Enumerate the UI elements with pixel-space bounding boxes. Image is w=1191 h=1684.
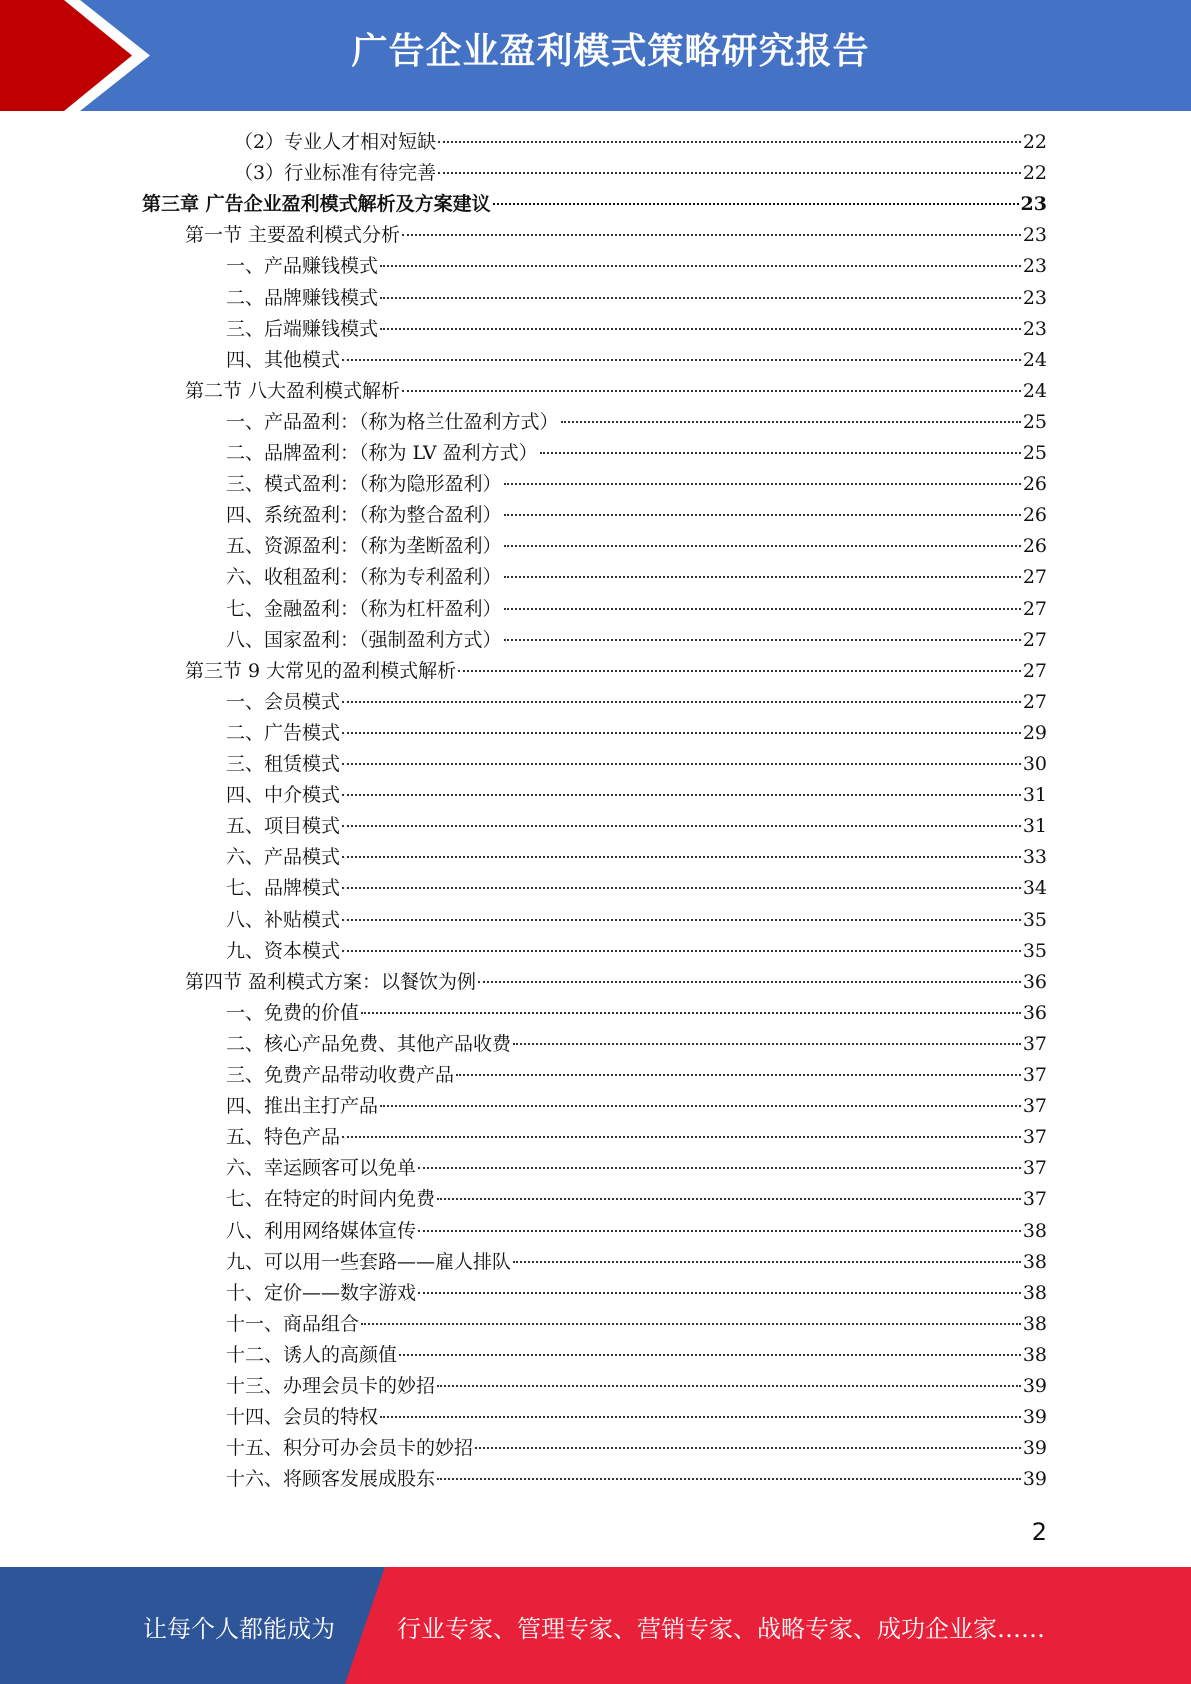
toc-entry-page: 37 <box>1022 1095 1047 1118</box>
toc-entry-page: 24 <box>1022 379 1047 402</box>
toc-entry-label: 十、定价——数字游戏 <box>226 1281 417 1304</box>
report-title: 广告企业盈利模式策略研究报告 <box>351 31 870 72</box>
toc-dot-leader <box>504 514 1021 516</box>
toc-dot-leader <box>399 1354 1021 1356</box>
toc-dot-leader <box>342 794 1021 796</box>
toc-entry[interactable] <box>185 376 1047 407</box>
toc-entry[interactable] <box>226 873 1047 904</box>
toc-dot-leader <box>438 141 1021 143</box>
toc-dot-leader <box>475 1447 1021 1449</box>
toc-dot-leader <box>438 172 1021 174</box>
toc-entry-label: 一、免费的价值 <box>226 1001 360 1024</box>
toc-entry-label: 第三章 广告企业盈利模式解析及方案建议 <box>142 193 491 216</box>
toc-dot-leader <box>513 1043 1021 1045</box>
toc-entry[interactable] <box>226 905 1047 936</box>
toc-entry-label: 第三节 9 大常见的盈利模式解析 <box>185 659 457 682</box>
toc-entry[interactable] <box>226 314 1047 345</box>
toc-entry[interactable] <box>185 656 1047 687</box>
toc-entry-label: 五、特色产品 <box>226 1126 341 1149</box>
toc-entry-page: 23 <box>1022 255 1047 278</box>
page-number: 2 <box>1031 1518 1047 1546</box>
toc-entry[interactable] <box>226 625 1047 656</box>
toc-entry-label: 七、品牌模式 <box>226 877 341 900</box>
toc-dot-leader <box>380 297 1021 299</box>
toc-entry-page: 24 <box>1022 348 1047 371</box>
toc-entry-label: 十六、将顾客发展成股东 <box>226 1468 436 1491</box>
toc-entry-label: （2）专业人才相对短缺 <box>234 131 437 153</box>
toc-entry[interactable] <box>226 749 1047 780</box>
toc-entry-page: 31 <box>1022 784 1047 807</box>
toc-entry[interactable] <box>226 1278 1047 1309</box>
toc-entry[interactable] <box>226 1247 1047 1278</box>
footer-slogan-left: 让每个人都能成为 <box>143 1615 335 1643</box>
toc-entry-label: 二、广告模式 <box>226 721 341 744</box>
toc-entry-label: 六、收租盈利：（称为专利盈利） <box>226 566 502 589</box>
toc-entry-page: 27 <box>1022 597 1047 620</box>
toc-entry-label: 二、品牌盈利：（称为 LV 盈利方式） <box>226 442 538 464</box>
toc-entry-page: 26 <box>1022 535 1047 558</box>
toc-dot-leader <box>380 265 1021 267</box>
toc-entry[interactable] <box>226 998 1047 1029</box>
toc-dot-leader <box>437 1198 1021 1200</box>
toc-entry[interactable] <box>226 1309 1047 1340</box>
toc-entry[interactable] <box>226 407 1047 438</box>
toc-dot-leader <box>342 701 1021 703</box>
toc-entry-page: 27 <box>1022 628 1047 651</box>
toc-entry-label: 八、补贴模式 <box>226 908 341 931</box>
toc-entry-label: 十五、积分可办会员卡的妙招 <box>226 1437 474 1460</box>
toc-dot-leader <box>504 608 1021 610</box>
toc-entry[interactable] <box>226 842 1047 873</box>
toc-entry-label: 九、资本模式 <box>226 939 341 962</box>
toc-entry-page: 33 <box>1022 846 1047 869</box>
toc-entry[interactable] <box>226 1060 1047 1091</box>
toc-entry[interactable] <box>226 594 1047 625</box>
toc-dot-leader <box>456 1074 1021 1076</box>
toc-dot-leader <box>342 732 1021 734</box>
toc-entry-page: 23 <box>1022 317 1047 340</box>
toc-entry[interactable] <box>226 1153 1047 1184</box>
toc-entry[interactable] <box>226 1216 1047 1247</box>
toc-entry-page: 36 <box>1022 970 1047 993</box>
toc-entry-label: 四、推出主打产品 <box>226 1095 379 1118</box>
toc-entry-page: 39 <box>1022 1375 1047 1397</box>
toc-entry-label: 一、产品赚钱模式 <box>226 255 379 278</box>
toc-entry-page: 37 <box>1022 1064 1047 1086</box>
toc-dot-leader <box>418 1167 1021 1169</box>
toc-entry-page: 35 <box>1022 939 1047 962</box>
toc-entry-page: 23 <box>1020 193 1047 216</box>
toc-dot-leader <box>361 1323 1021 1325</box>
toc-entry-page: 27 <box>1022 566 1047 589</box>
toc-entry-page: 38 <box>1022 1250 1047 1273</box>
toc-entry-page: 26 <box>1022 473 1047 496</box>
toc-entry-page: 26 <box>1022 504 1047 527</box>
toc-entry-label: 七、在特定的时间内免费 <box>226 1188 436 1211</box>
toc-entry[interactable] <box>142 189 1047 220</box>
toc-dot-leader <box>361 1012 1021 1014</box>
toc-entry-page: 37 <box>1022 1126 1047 1149</box>
toc-entry-page: 39 <box>1022 1437 1047 1460</box>
toc-entry[interactable] <box>226 251 1047 282</box>
toc-entry[interactable] <box>226 780 1047 811</box>
toc-dot-leader <box>458 670 1021 672</box>
toc-entry-page: 22 <box>1022 131 1047 153</box>
toc-entry-page: 37 <box>1022 1032 1047 1055</box>
toc-dot-leader <box>402 390 1021 392</box>
toc-entry-page: 27 <box>1022 690 1047 713</box>
toc-entry-label: 七、金融盈利：（称为杠杆盈利） <box>226 597 502 620</box>
toc-entry-page: 35 <box>1022 908 1047 931</box>
toc-entry-label: 第四节 盈利模式方案：以餐饮为例 <box>185 970 477 993</box>
toc-dot-leader <box>380 328 1021 330</box>
toc-entry-page: 38 <box>1022 1312 1047 1335</box>
toc-entry[interactable] <box>226 1433 1047 1464</box>
toc-entry[interactable] <box>234 127 1047 158</box>
header-banner <box>0 0 1191 111</box>
toc-entry-label: 十一、商品组合 <box>226 1312 360 1335</box>
toc-entry-label: （3）行业标准有待完善 <box>234 162 437 185</box>
toc-dot-leader <box>342 887 1021 889</box>
toc-entry-page: 29 <box>1022 721 1047 744</box>
toc-entry-label: 四、系统盈利：（称为整合盈利） <box>226 504 502 527</box>
toc-entry-label: 四、其他模式 <box>226 348 341 371</box>
footer-slogan-right: 行业专家、管理专家、营销专家、战略专家、成功企业家…… <box>397 1615 1045 1643</box>
toc-dot-leader <box>437 1385 1021 1387</box>
toc-dot-leader <box>342 1136 1021 1138</box>
toc-dot-leader <box>493 203 1019 205</box>
toc-dot-leader <box>342 919 1021 921</box>
toc-entry-page: 30 <box>1022 753 1047 775</box>
toc-entry-page: 23 <box>1022 224 1047 247</box>
toc-dot-leader <box>418 1230 1021 1232</box>
toc-entry-page: 22 <box>1022 162 1047 185</box>
toc-dot-leader <box>342 825 1021 827</box>
toc-entry-page: 25 <box>1022 410 1047 433</box>
toc-entry[interactable] <box>226 1402 1047 1433</box>
toc-dot-leader <box>504 483 1021 485</box>
toc-entry-label: 四、中介模式 <box>226 784 341 807</box>
toc-entry[interactable] <box>226 687 1047 718</box>
toc-entry[interactable] <box>226 1340 1047 1371</box>
toc-dot-leader <box>540 452 1021 454</box>
toc-dot-leader <box>342 950 1021 952</box>
toc-entry[interactable] <box>226 500 1047 531</box>
toc-entry-label: 五、项目模式 <box>226 815 341 838</box>
toc-entry-label: 八、利用网络媒体宣传 <box>226 1219 417 1242</box>
toc-dot-leader <box>504 639 1021 641</box>
toc-entry-label: 八、国家盈利：（强制盈利方式） <box>226 628 502 651</box>
toc-entry-page: 39 <box>1022 1468 1047 1491</box>
toc-entry[interactable] <box>226 718 1047 749</box>
toc-entry[interactable] <box>226 469 1047 500</box>
toc-entry-page: 39 <box>1022 1406 1047 1429</box>
toc-entry-label: 第二节 八大盈利模式解析 <box>185 379 401 402</box>
toc-entry-label: 三、模式盈利：（称为隐形盈利） <box>226 473 502 496</box>
toc-entry[interactable] <box>185 967 1047 998</box>
toc-dot-leader <box>561 421 1021 423</box>
toc-entry[interactable] <box>226 345 1047 376</box>
toc-entry-label: 二、核心产品免费、其他产品收费 <box>226 1032 512 1055</box>
toc-entry[interactable] <box>226 1029 1047 1060</box>
toc-entry-page: 38 <box>1022 1219 1047 1242</box>
toc-entry[interactable] <box>226 1122 1047 1153</box>
footer-banner <box>0 1567 1191 1684</box>
toc-entry-label: 三、免费产品带动收费产品 <box>226 1064 455 1086</box>
toc-dot-leader <box>402 234 1021 236</box>
toc-entry[interactable] <box>226 562 1047 593</box>
toc-entry-page: 34 <box>1022 877 1047 900</box>
toc-entry-page: 38 <box>1022 1343 1047 1366</box>
toc-entry[interactable] <box>226 811 1047 842</box>
toc-dot-leader <box>504 545 1021 547</box>
toc-entry-label: 十四、会员的特权 <box>226 1406 379 1429</box>
toc-dot-leader <box>342 359 1021 361</box>
toc-entry-label: 十三、办理会员卡的妙招 <box>226 1375 436 1397</box>
toc-entry-page: 37 <box>1022 1188 1047 1211</box>
toc-dot-leader <box>418 1292 1021 1294</box>
toc-entry-label: 一、产品盈利：（称为格兰仕盈利方式） <box>226 410 559 433</box>
toc-entry-label: 六、幸运顾客可以免单 <box>226 1157 417 1180</box>
toc-entry[interactable] <box>226 1371 1047 1402</box>
toc-entry-label: 第一节 主要盈利模式分析 <box>185 224 401 247</box>
toc-dot-leader <box>513 1261 1021 1263</box>
toc-entry-label: 三、租赁模式 <box>226 753 341 775</box>
toc-entry-label: 三、后端赚钱模式 <box>226 317 379 340</box>
toc-entry[interactable] <box>226 531 1047 562</box>
toc-entry-page: 27 <box>1022 659 1047 682</box>
toc-entry-page: 38 <box>1022 1281 1047 1304</box>
toc-entry-label: 九、可以用一些套路——雇人排队 <box>226 1250 512 1273</box>
toc-entry-page: 36 <box>1022 1001 1047 1024</box>
toc-dot-leader <box>342 856 1021 858</box>
toc-entry-label: 十二、诱人的高颜值 <box>226 1343 398 1366</box>
toc-entry-label: 一、会员模式 <box>226 690 341 713</box>
toc-entry[interactable] <box>226 1091 1047 1122</box>
toc-entry-page: 37 <box>1022 1157 1047 1180</box>
toc-entry[interactable] <box>226 1184 1047 1215</box>
toc-dot-leader <box>478 981 1021 983</box>
toc-entry[interactable] <box>226 936 1047 967</box>
toc-dot-leader <box>380 1105 1021 1107</box>
toc-entry[interactable] <box>185 220 1047 251</box>
toc-entry[interactable] <box>234 158 1047 189</box>
toc-entry-label: 二、品牌赚钱模式 <box>226 286 379 309</box>
toc-dot-leader <box>342 763 1021 765</box>
toc-dot-leader <box>437 1478 1021 1480</box>
toc-entry[interactable] <box>226 1464 1047 1495</box>
toc-dot-leader <box>504 576 1021 578</box>
toc-entry-label: 六、产品模式 <box>226 846 341 869</box>
toc-entry-label: 五、资源盈利：（称为垄断盈利） <box>226 535 502 558</box>
toc-entry-page: 25 <box>1022 442 1047 464</box>
toc-entry[interactable] <box>226 438 1047 469</box>
toc-entry[interactable] <box>226 283 1047 314</box>
toc-entry-page: 31 <box>1022 815 1047 838</box>
toc-dot-leader <box>380 1416 1021 1418</box>
toc-entry-page: 23 <box>1022 286 1047 309</box>
